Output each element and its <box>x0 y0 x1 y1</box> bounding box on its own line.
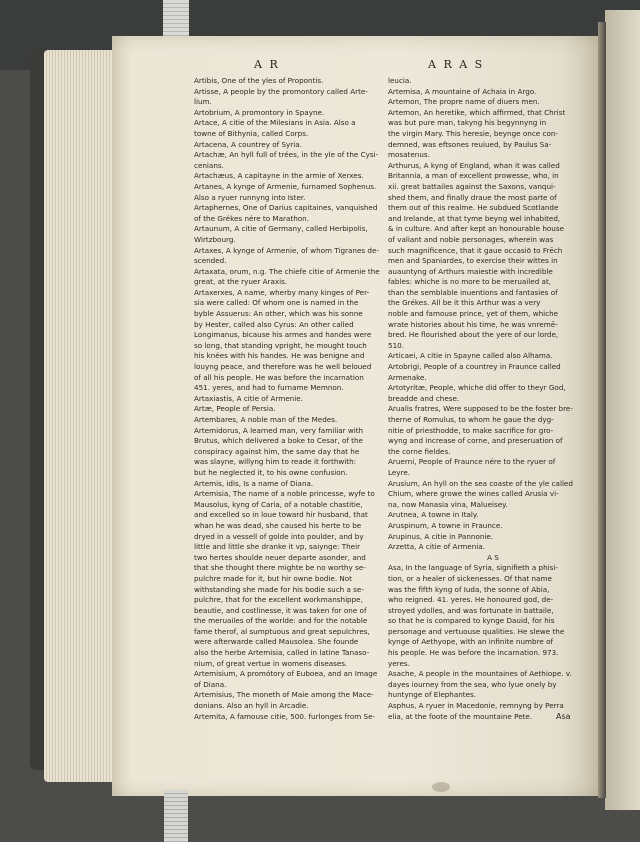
entry-line: auauntyng of Arthurs maiestie with incredible <box>388 266 553 276</box>
entry-line: whan he was dead, she caused his herte to be <box>194 520 362 530</box>
entry-line: Aruspinum, A towne in Fraunce. <box>388 520 503 530</box>
entry-line: stroyed ydolles, and was fortunate in battaile, <box>388 605 554 615</box>
entry-line: yeres. <box>388 658 410 668</box>
entry-line: Artemisa, A mountaine of Achaia in Argo. <box>388 86 537 96</box>
entry-line: beautie, and costlinesse, it was taken for one of <box>194 605 367 615</box>
entry-line: shed them, and finally draue the most parte of <box>388 192 557 202</box>
entry-line: mosatenus. <box>388 150 430 160</box>
entry-line: leucia. <box>388 76 412 85</box>
entry-line: the meruailes of the worlde: and for the notable <box>194 616 368 626</box>
entry-line: Articaei, A citie in Spayne called also Alhama. <box>388 351 553 361</box>
entry-line: Wirtzbourg. <box>194 234 236 244</box>
entry-line: Armenake. <box>388 372 427 382</box>
entry-line: of Diana. <box>194 679 227 689</box>
entry-line: 451. yeres, and had to furname Memnon. <box>194 383 344 393</box>
dictionary-column-right <box>388 76 598 722</box>
entry-line: Also a ryuer runnyng into Ister. <box>194 192 306 202</box>
entry-line: who reigned. 41. yeres. He honoured god, de- <box>388 595 554 605</box>
entry-line: bred. He flourished about the yere of our lorde, <box>388 330 559 340</box>
entry-line: byble Assuerus: An other, which was his sonne <box>194 309 363 319</box>
entry-line: and excelled so in loue toward hir husband, that <box>194 510 368 520</box>
entry-line: Brutus, which delivered a boke to Cesar, of the <box>194 436 363 446</box>
entry-line: 510. <box>388 340 405 350</box>
entry-line: Artaxata, orum, n.g. The chiefe citie of Armenie the <box>194 266 380 276</box>
entry-line: but he neglected it, to his owne confusion. <box>194 467 348 477</box>
entry-line: Artemis, idis, Is a name of Diana. <box>194 478 314 488</box>
entry-line: breadde and chese. <box>388 393 460 403</box>
entry-line: his people. He was before the incarnation. 973. <box>388 648 559 658</box>
entry-line: the corne fieldes. <box>388 446 451 456</box>
entry-line: Artemisia, The name of a noble princesse, wyfe to <box>194 489 375 499</box>
entry-line: of the Grékes nére to Marathon. <box>194 213 309 223</box>
entry-line: little and little she dranke it vp, saiynge: Their <box>194 542 361 552</box>
entry-line: & in culture. And after kept an honourable house <box>388 224 564 234</box>
entry-line: Artembares, A noble man of the Medes. <box>194 415 338 424</box>
entry-line: towne of Bithynia, called Corps. <box>194 128 309 138</box>
entry-line: fame therof, al sumptuous and great sepulchres, <box>194 626 370 636</box>
entry-line: dryed in a vessell of golde into poulder, and by <box>194 531 364 541</box>
entry-line: was but pure man, takyng his begynnyng in <box>388 118 547 128</box>
entry-line: nium, of great vertue in womens diseases. <box>194 658 348 668</box>
entry-line: therne of Romulus, to whom he gaue the dyg- <box>388 415 554 424</box>
entry-line: Asphus, A ryuer in Macedonie, remnyng by Perra <box>388 701 564 711</box>
entry-line: his knées with his handes. He was benigne and <box>194 351 365 361</box>
entry-line: Arualis fratres, Were supposed to be the foster bre- <box>388 404 573 414</box>
entry-line: Mausolus, kyng of Caria, of a notable chastitie, <box>194 499 363 509</box>
entry-line: noble and famouse prince, yet of them, whiche <box>388 309 559 319</box>
page-smudge <box>432 782 450 792</box>
entry-line: na, now Manasia vina, Malueisey. <box>388 499 508 509</box>
entry-line: Artachæ, An hyll full of trées, in the yle of the Cysi- <box>194 150 379 160</box>
entry-line: wrate histories about his time, he was vnremē- <box>388 319 558 329</box>
entry-line: cenians. <box>194 160 224 170</box>
entry-line: Arzetta, A citie of Armenia. <box>388 542 485 552</box>
entry-line: them out of this realme. He subdued Scotlande <box>388 203 559 213</box>
entry-line: Artachæus, A capitayne in the armie of Xerxes. <box>194 171 364 181</box>
entry-line: Artanes, A kynge of Armenie, furnamed Sophenus. <box>194 181 377 191</box>
entry-line: wyng and increase of corne, and preseruation of <box>388 436 563 446</box>
entry-line: Artace, A citie of the Milesians in Asia. Also a <box>194 118 356 128</box>
catchword: Asa <box>556 712 571 721</box>
entry-line: the Grékes. All be it this Arthur was a very <box>388 298 541 308</box>
entry-line: Artaphernes, One of Darius capitaines, vanquished <box>194 203 378 213</box>
entry-line: Artemon, An heretike, which affirmed, that Christ <box>388 107 566 117</box>
entry-line: also the herbe Artemisia, called in latine Tanaso- <box>194 648 370 658</box>
entry-line: Artaxerxes, A name, wherby many kinges of Per- <box>194 287 370 297</box>
running-head-right: A R A S <box>428 58 485 71</box>
entry-line: Asache, A people in the mountaines of Aethiope. v. <box>388 669 572 679</box>
entry-line: Artæ, People of Persia. <box>194 404 276 414</box>
entry-line: so long, that standing vpright, he mought touch <box>194 340 367 350</box>
entry-line: Artacena, A countrey of Syria. <box>194 139 302 149</box>
book-gutter <box>598 22 606 798</box>
entry-line: Arutnea, A towne in Italy. <box>388 510 479 520</box>
entry-line: Leyre. <box>388 467 411 477</box>
entry-line: Asa, In the language of Syria, signifieth a phisi- <box>388 563 558 573</box>
entry-line: Artotyritæ, People, whiche did offer to theyr God, <box>388 383 566 393</box>
entry-line: scended. <box>194 256 227 266</box>
entry-line: Artibis, One of the yles of Propontis. <box>194 76 324 85</box>
entry-line: men and Spaniardes, to exercise their wittes in <box>388 256 558 266</box>
entry-line: Chium, where growe the wines called Arusia vi- <box>388 489 559 499</box>
entry-line: donians. Also an hyll in Arcadie. <box>194 701 309 711</box>
entry-line: pulchre, that for the excellent workmanshippe, <box>194 595 363 605</box>
entry-line: dayes iourney from the sea, who lyue onely by <box>388 679 557 689</box>
entry-line: was slayne, willyng him to reade it forthwith: <box>194 457 357 467</box>
entry-line: pulchre made for it, but hir owne bodie. Not <box>194 573 353 583</box>
entry-line: great, at the ryuer Araxis. <box>194 277 288 287</box>
entry-line: Artaunum, A citie of Germany, called Herbipolis, <box>194 224 368 234</box>
entry-line: kynge of Aethyope, with an infinite numbre of <box>388 637 554 647</box>
entry-line: than the semblable inuentions and fantasies of <box>388 287 558 297</box>
entry-line: Aruerni, People of Fraunce nére to the ryuer of <box>388 457 556 467</box>
entry-line: A S <box>487 552 499 562</box>
entry-line: fables: whiche is no more to be meruailed at, <box>388 277 552 287</box>
entry-line: of all his people. He was before the incarnation <box>194 372 364 382</box>
entry-line: and Irelande, at that tyme beyng wel inhabited, <box>388 213 561 223</box>
entry-line: Artemisium, A promótory of Euboea, and an Image <box>194 669 378 679</box>
scale-ruler-bottom <box>164 790 188 842</box>
running-head-left: A R <box>254 58 280 71</box>
entry-line: two hertes shoulde neuer departe asonder, and <box>194 552 366 562</box>
entry-line: Arusium, An hyll on the sea coaste of the yle called <box>388 478 573 488</box>
entry-line: that she thought there mighte be no worthy se- <box>194 563 366 573</box>
entry-line: Artemisius, The moneth of Maie among the Mace- <box>194 690 374 700</box>
entry-line: Arupinus, A citie in Pannonie. <box>388 531 494 541</box>
entry-line: sia were called: Of whom one is named in the <box>194 298 359 308</box>
entry-line: Artemon, The propre name of diuers men. <box>388 97 540 107</box>
entry-line: such magnificence, that it gaue occasiō to Frēch <box>388 245 563 255</box>
dictionary-column-left <box>194 76 384 722</box>
entry-line: Artobrigi, People of a countrey in Fraunce called <box>388 362 561 372</box>
entry-line: elia, at the foote of the mountaine Pete. <box>388 711 533 721</box>
entry-line: Artisse, A people by the promontory called Arte- <box>194 86 368 96</box>
facing-page-edge <box>605 10 640 810</box>
entry-line: Arthurus, A kyng of England, whan it was called <box>388 160 560 170</box>
entry-line: Britannia, a man of excellent prowesse, who, in <box>388 171 559 181</box>
entry-line: xii. great battailes against the Saxons, vanqui- <box>388 181 556 191</box>
entry-line: nitie of priesthodde, to make sacrifice for gro- <box>388 425 554 435</box>
entry-line: by Hester, called also Cyrus: An other called <box>194 319 354 329</box>
entry-line: Artobrium, A promontory in Spayne. <box>194 107 325 117</box>
entry-line: Longimanus, bicause his armes and handes were <box>194 330 372 340</box>
entry-line: Artaxes, A kynge of Armenie, of whom Tigranes de- <box>194 245 379 255</box>
entry-line: personage and vertuouse qualities. He slewe the <box>388 626 565 636</box>
entry-line: louyng peace, and therefore was he well beloued <box>194 362 372 372</box>
entry-line: so that he is compared to kynge Dauid, for his <box>388 616 555 626</box>
entry-line: of valiant and noble personages, wherein was <box>388 234 554 244</box>
entry-line: was the fifth kyng of Iuda, the sonne of Abia, <box>388 584 550 594</box>
entry-line: huntynge of Elephantes. <box>388 690 477 700</box>
entry-line: lium. <box>194 97 212 107</box>
entry-line: Artaxiastis, A citie of Armenie. <box>194 393 303 403</box>
entry-line: Artemita, A famouse citie, 500. furlonges from Se- <box>194 711 376 721</box>
entry-line: were afterwarde called Mausolea. She founde <box>194 637 359 647</box>
entry-line: withstanding she made for his bodie such a se- <box>194 584 364 594</box>
entry-line: the virgin Mary. This heresie, beynge once con- <box>388 128 558 138</box>
entry-line: tion, or a healer of sickenesses. Of that name <box>388 573 552 583</box>
entry-line: conspiracy against him, the same day that he <box>194 446 360 456</box>
entry-line: Artemidorus, A learned man, very familiar with <box>194 425 364 435</box>
entry-line: demned, was eftsones reuiued, by Paulus Sa- <box>388 139 552 149</box>
